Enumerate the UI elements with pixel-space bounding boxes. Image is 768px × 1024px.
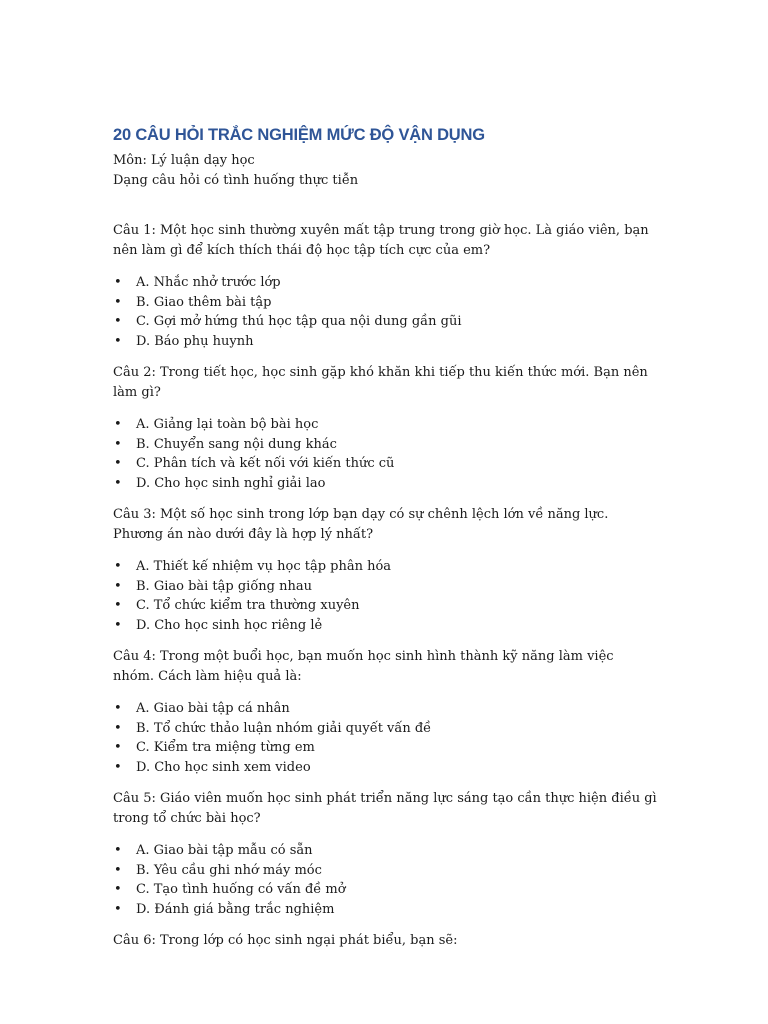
option-item <box>113 293 658 313</box>
bullet-icon: • <box>114 720 122 736</box>
bullet-icon: • <box>114 275 122 290</box>
option-list <box>113 415 658 493</box>
bullet-icon: • <box>114 417 122 432</box>
option-label: C. Tạo tình huống có vấn đề mở <box>136 882 346 897</box>
option-label: C. Tổ chức kiểm tra thường xuyên <box>136 598 360 613</box>
option-label: A. Giao bài tập cá nhân <box>136 701 290 716</box>
document-page <box>113 125 658 963</box>
question-text: Câu 6: Trong lớp có học sinh ngại phát biểu, bạn sẽ: <box>113 933 458 948</box>
question-text: Câu 1: Một học sinh thường xuyên mất tập trung trong giờ học. Là giáo viên, bạn nên làm gì để kích thích thái độ học tập tích cực của em? <box>113 223 649 258</box>
option-label: B. Giao bài tập giống nhau <box>136 578 312 594</box>
option-item <box>113 273 658 293</box>
bullet-icon: • <box>114 294 122 310</box>
bullet-icon: • <box>114 901 122 917</box>
bullet-icon: • <box>114 456 122 471</box>
option-label: A. Giao bài tập mẫu có sẵn <box>136 843 313 858</box>
option-label: B. Yêu cầu ghi nhớ máy móc <box>136 862 322 878</box>
question-text: Câu 3: Một số học sinh trong lớp bạn dạy có sự chênh lệch lớn về năng lực. Phương án nào dưới đây là hợp lý nhất? <box>113 507 609 542</box>
option-list <box>113 273 658 351</box>
bullet-icon: • <box>114 701 122 716</box>
option-item <box>113 312 658 332</box>
option-label: C. Phân tích và kết nối với kiến thức cũ <box>136 456 395 471</box>
bullet-icon: • <box>114 882 122 897</box>
option-item <box>113 758 658 778</box>
question-list <box>113 221 658 951</box>
bullet-icon: • <box>114 333 122 349</box>
bullet-icon: • <box>114 759 122 775</box>
option-list <box>113 699 658 777</box>
bullet-icon: • <box>114 475 122 491</box>
bullet-icon: • <box>114 740 122 755</box>
bullet-icon: • <box>114 843 122 858</box>
option-item <box>113 596 658 616</box>
option-label: A. Thiết kế nhiệm vụ học tập phân hóa <box>136 559 392 574</box>
option-item <box>113 841 658 861</box>
option-label: D. Đánh giá bằng trắc nghiệm <box>136 901 335 917</box>
question-text: Câu 2: Trong tiết học, học sinh gặp khó khăn khi tiếp thu kiến thức mới. Bạn nên làm gì? <box>113 365 648 400</box>
bullet-icon: • <box>114 578 122 594</box>
bullet-icon: • <box>114 862 122 878</box>
bullet-icon: • <box>114 436 122 452</box>
option-item <box>113 454 658 474</box>
bullet-icon: • <box>114 617 122 633</box>
option-label: B. Giao thêm bài tập <box>136 294 272 310</box>
option-item <box>113 557 658 577</box>
document-title: 20 CÂU HỎI TRẮC NGHIỆM MỨC ĐỘ VẬN DỤNG <box>113 126 485 144</box>
option-item <box>113 616 658 636</box>
option-item <box>113 332 658 352</box>
option-item <box>113 699 658 719</box>
question-text: Câu 4: Trong một buổi học, bạn muốn học sinh hình thành kỹ năng làm việc nhóm. Cách làm hiệu quả là: <box>113 649 614 684</box>
spacer <box>113 191 658 221</box>
bullet-icon: • <box>114 598 122 613</box>
option-label: D. Cho học sinh xem video <box>136 759 311 775</box>
option-label: A. Nhắc nhở trước lớp <box>136 275 281 290</box>
bullet-icon: • <box>114 314 122 329</box>
option-list <box>113 557 658 635</box>
option-item <box>113 861 658 881</box>
option-item <box>113 719 658 739</box>
option-item <box>113 738 658 758</box>
option-label: D. Cho học sinh học riêng lẻ <box>136 617 323 633</box>
option-label: C. Kiểm tra miệng từng em <box>136 740 315 755</box>
subject-line: Môn: Lý luận dạy học <box>113 153 255 168</box>
option-item <box>113 474 658 494</box>
format-line: Dạng câu hỏi có tình huống thực tiễn <box>113 173 359 188</box>
option-list <box>113 841 658 919</box>
option-label: A. Giảng lại toàn bộ bài học <box>136 417 319 432</box>
option-label: C. Gợi mở hứng thú học tập qua nội dung gần gũi <box>136 314 462 329</box>
option-item <box>113 435 658 455</box>
option-label: B. Tổ chức thảo luận nhóm giải quyết vấn đề <box>136 720 432 736</box>
option-label: D. Cho học sinh nghỉ giải lao <box>136 475 326 491</box>
option-item <box>113 577 658 597</box>
bullet-icon: • <box>114 559 122 574</box>
option-label: B. Chuyển sang nội dung khác <box>136 436 337 452</box>
question-text: Câu 5: Giáo viên muốn học sinh phát triển năng lực sáng tạo cần thực hiện điều gì trong tổ chức bài học? <box>113 791 657 826</box>
option-item <box>113 900 658 920</box>
option-item <box>113 880 658 900</box>
option-item <box>113 415 658 435</box>
option-label: D. Báo phụ huynh <box>136 333 254 349</box>
